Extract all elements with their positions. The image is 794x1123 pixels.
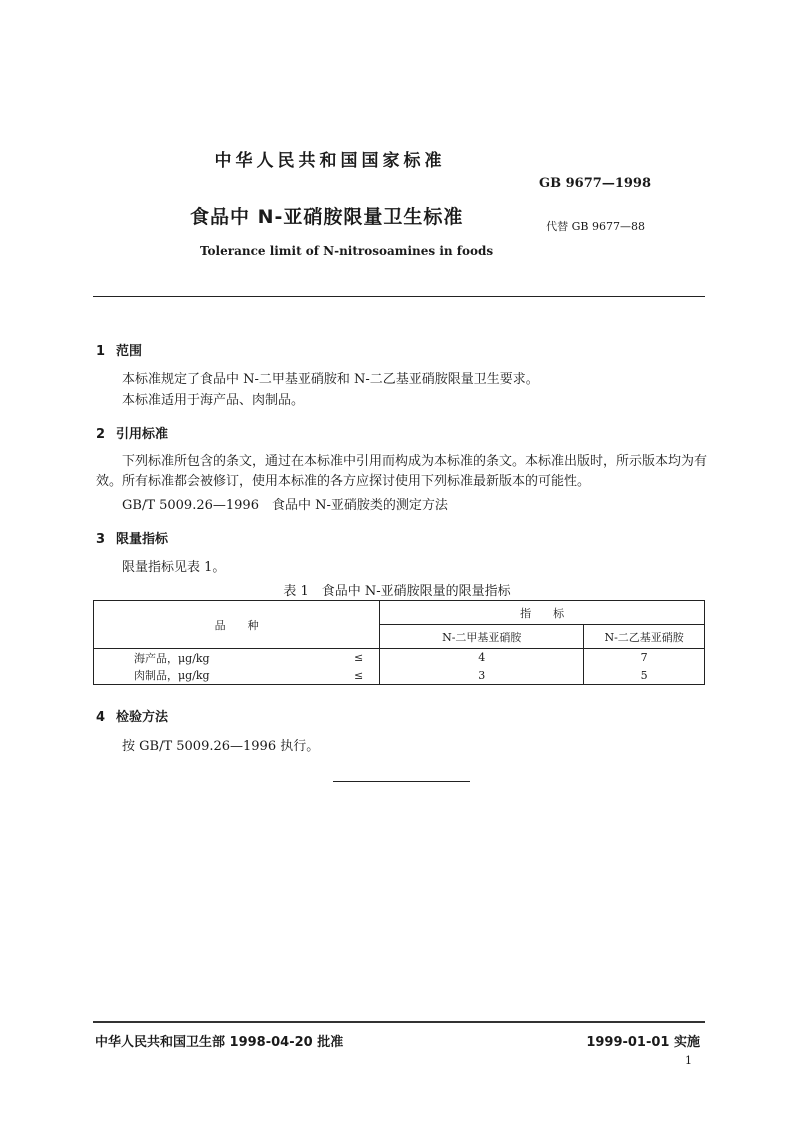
section-4-heading bbox=[96, 706, 168, 725]
section-1-paragraph-2: 本标准适用于海产品、肉制品。 bbox=[122, 393, 305, 408]
section-2-heading bbox=[96, 423, 168, 442]
indicator-header: 指 标 bbox=[380, 601, 705, 625]
section-2-title: 引用标准 bbox=[116, 427, 169, 442]
footer-divider bbox=[93, 1021, 705, 1023]
end-divider bbox=[333, 781, 470, 782]
standard-title: 食品中 N-亚硝胺限量卫生标准 bbox=[190, 206, 464, 228]
row-operator: ≤ bbox=[333, 667, 380, 685]
section-2-number: 2 bbox=[96, 427, 106, 442]
approval-line: 中华人民共和国卫生部 1998-04-20 批准 bbox=[95, 1035, 344, 1050]
section-4-paragraph-1: 按 GB/T 5009.26—1996 执行。 bbox=[122, 739, 320, 754]
variety-header: 品 种 bbox=[94, 601, 380, 649]
row-value-ndma: 3 bbox=[380, 667, 584, 685]
limits-table bbox=[93, 600, 705, 685]
table-caption: 表 1 食品中 N-亚硝胺限量的限量指标 bbox=[283, 584, 511, 599]
standard-number: GB 9677—1998 bbox=[539, 176, 651, 191]
column-header-ndma: N-二甲基亚硝胺 bbox=[380, 625, 584, 649]
english-title: Tolerance limit of N-nitrosoamines in foods bbox=[200, 244, 494, 258]
section-1-title: 范围 bbox=[116, 344, 143, 359]
section-3-number: 3 bbox=[96, 532, 106, 547]
table-row bbox=[94, 667, 705, 685]
implementation-date: 1999-01-01 实施 bbox=[586, 1035, 700, 1050]
column-header-ndea: N-二乙基亚硝胺 bbox=[584, 625, 705, 649]
section-4-number: 4 bbox=[96, 710, 106, 725]
national-standard-heading: 中华人民共和国国家标准 bbox=[214, 151, 446, 171]
header-divider bbox=[93, 296, 705, 297]
section-2-reference: GB/T 5009.26—1996 食品中 N-亚硝胺类的测定方法 bbox=[122, 498, 448, 513]
row-value-ndea: 5 bbox=[584, 667, 705, 685]
section-1-paragraph-1: 本标准规定了食品中 N-二甲基亚硝胺和 N-二乙基亚硝胺限量卫生要求。 bbox=[122, 372, 539, 387]
section-3-heading bbox=[96, 528, 168, 547]
replaces-standard: 代替 GB 9677—88 bbox=[546, 220, 645, 233]
row-operator: ≤ bbox=[333, 649, 380, 667]
table-row bbox=[94, 649, 705, 667]
section-1-heading bbox=[96, 340, 142, 359]
page-number: 1 bbox=[685, 1054, 692, 1067]
section-2-paragraph-1: 下列标准所包含的条文，通过在本标准中引用而构成为本标准的条文。本标准出版时，所示版本均为有效。所有标准都会被修订，使用本标准的各方应探讨使用下列标准最新版本的可能性。 bbox=[96, 454, 708, 489]
row-value-ndma: 4 bbox=[380, 649, 584, 667]
section-3-title: 限量指标 bbox=[116, 532, 169, 547]
section-3-paragraph-1: 限量指标见表 1。 bbox=[122, 560, 226, 575]
row-name: 海产品，μg/kg bbox=[94, 649, 334, 667]
section-1-number: 1 bbox=[96, 344, 106, 359]
row-name: 肉制品，μg/kg bbox=[94, 667, 334, 685]
section-4-title: 检验方法 bbox=[116, 710, 169, 725]
row-value-ndea: 7 bbox=[584, 649, 705, 667]
